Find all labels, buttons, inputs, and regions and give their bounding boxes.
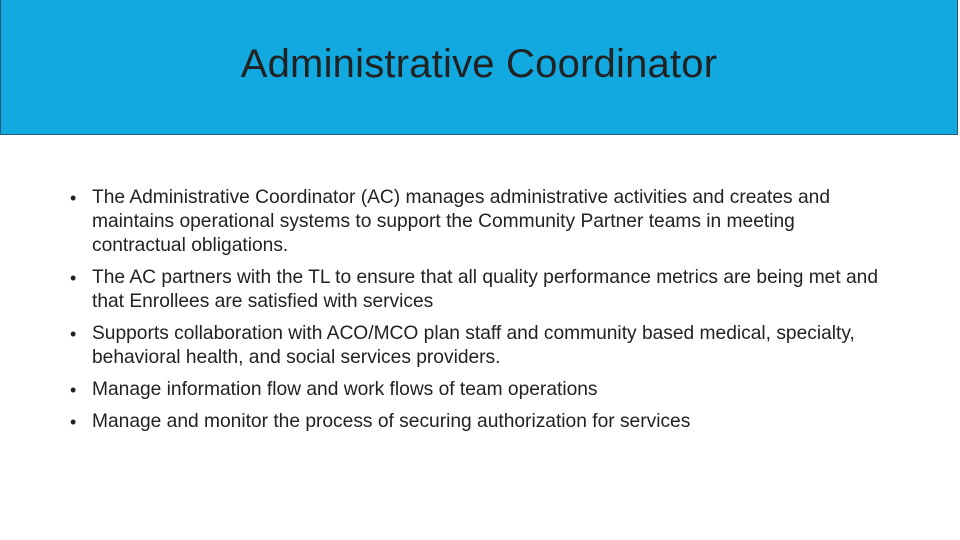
bullet-text: Supports collaboration with ACO/MCO plan staff and community based medical, specialty, behavioral health, and social services providers. [92, 323, 855, 368]
bullet-text: Manage information flow and work flows of team operations [92, 379, 598, 400]
bullet-item-authorization [70, 410, 890, 434]
bullet-item-collaboration [70, 322, 890, 370]
bullet-dot-icon: • [70, 412, 77, 432]
bullet-dot-icon: • [70, 268, 77, 288]
bullet-text: The Administrative Coordinator (AC) manages administrative activities and creates and maintains operational systems to support the Community Partner teams in meeting contractual obligations. [92, 187, 830, 256]
bullet-dot-icon: • [70, 188, 77, 208]
bullet-text: Manage and monitor the process of securing authorization for services [92, 411, 691, 432]
bullet-text: The AC partners with the TL to ensure that all quality performance metrics are being met and that Enrollees are satisfied with services [92, 267, 879, 312]
slide-title: Administrative Coordinator [240, 41, 718, 86]
bullet-dot-icon: • [70, 324, 77, 344]
bullet-list [70, 186, 890, 434]
bullet-item-ac-partners [70, 266, 890, 314]
title-band [0, 0, 958, 135]
bullet-dot-icon: • [70, 380, 77, 400]
bullet-item-information-flow [70, 378, 890, 402]
slide-body [70, 186, 890, 442]
bullet-item-ac-role [70, 186, 890, 258]
